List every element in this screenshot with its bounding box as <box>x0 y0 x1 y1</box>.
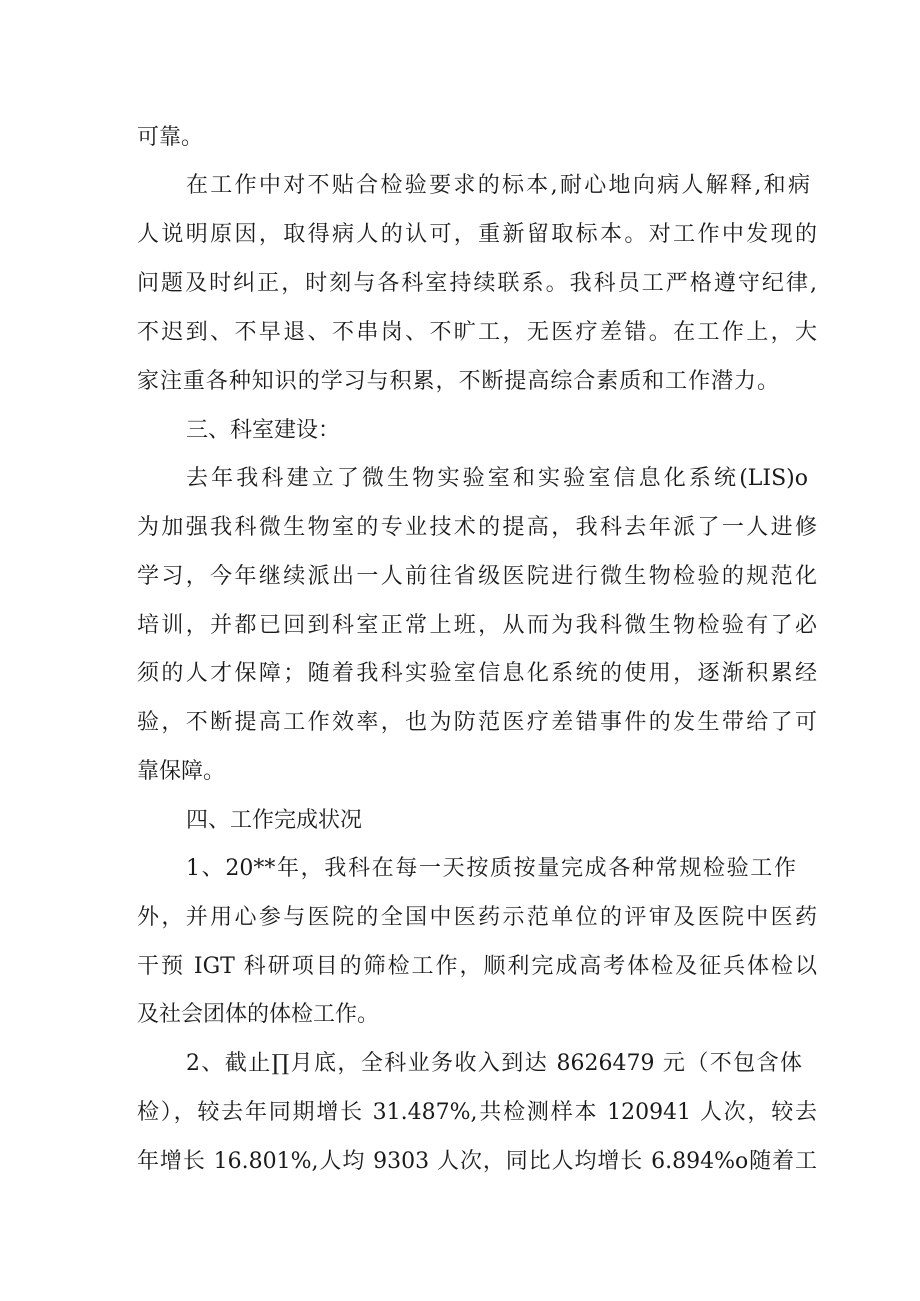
text-line-17: 外，并用心参与医院的全国中医药示范单位的评审及医院中医药 <box>137 905 817 930</box>
text-line-20: 2、截止∏月底，全科业务收入到达 8626479 元（不包含体 <box>186 1051 802 1076</box>
text-line-22: 年增长 16.801%,人均 9303 人次，同比人均增长 6.894%o随着工 <box>137 1149 817 1174</box>
text-line-21: 检），较去年同期增长 31.487%,共检测样本 120941 人次，较去 <box>137 1100 817 1125</box>
text-line-18: 干预 IGT 科研项目的筛检工作，顺利完成高考体检及征兵体检以 <box>137 954 817 979</box>
text-line-6: 家注重各种知识的学习与积累，不断提高综合素质和工作潜力。 <box>137 369 779 394</box>
text-line-2: 在工作中对不贴合检验要求的标本,耐心地向病人解释,和病 <box>186 173 810 198</box>
text-line-8: 去年我科建立了微生物实验室和实验室信息化系统(LIS)o <box>186 466 808 491</box>
text-line-13: 验，不断提高工作效率，也为防范医疗差错事件的发生带给了可 <box>137 710 817 735</box>
text-line-9: 为加强我科微生物室的专业技术的提高，我科去年派了一人进修 <box>137 515 817 540</box>
text-line-10: 学习，今年继续派出一人前往省级医院进行微生物检验的规范化 <box>137 564 817 589</box>
section-heading-3: 三、科室建设： <box>186 418 341 443</box>
text-line-4: 问题及时纠正，时刻与各科室持续联系。我科员工严格遵守纪律, <box>137 271 817 296</box>
text-line-16: 1、20**年，我科在每一天按质按量完成各种常规检验工作 <box>186 856 796 881</box>
text-line-1: 可靠。 <box>137 125 204 150</box>
text-line-11: 培训，并都已回到科室正常上班，从而为我科微生物检验有了必 <box>137 613 817 638</box>
text-line-5: 不迟到、不早退、不串岗、不旷工，无医疗差错。在工作上，大 <box>137 320 817 345</box>
text-line-19: 及社会团体的体检工作。 <box>137 1002 380 1027</box>
text-line-14: 靠保障。 <box>137 759 226 784</box>
text-line-3: 人说明原因，取得病人的认可，重新留取标本。对工作中发现的 <box>137 222 817 247</box>
text-line-12: 须的人才保障；随着我科实验室信息化系统的使用，逐渐积累经 <box>137 661 817 686</box>
section-heading-4: 四、工作完成状况 <box>186 808 363 833</box>
